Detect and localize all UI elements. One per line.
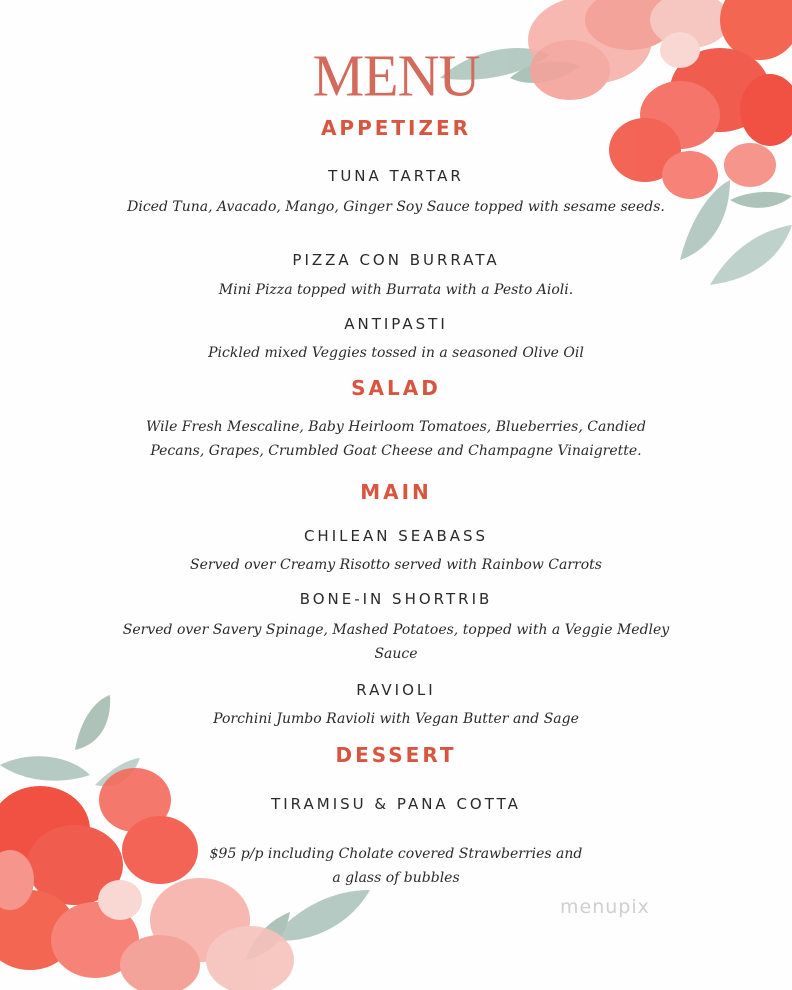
price-note: $95 p/p including Cholate covered Strawberries and a glass of bubbles	[209, 846, 583, 886]
dish-description-antipasti: Pickled mixed Veggies tossed in a seasoned Olive Oil	[208, 345, 584, 361]
dish-description-bone-in-shortrib: Served over Savery Spinage, Mashed Potatoes, topped with a Veggie Medley Sauce	[122, 622, 670, 662]
dish-name-pizza-con-burrata: PIZZA CON BURRATA	[292, 251, 500, 269]
section-heading-dessert: DESSERT	[335, 743, 457, 767]
section-heading-main: MAIN	[360, 480, 432, 504]
page-title: MENU	[312, 42, 480, 109]
dish-name-antipasti: ANTIPASTI	[344, 315, 448, 333]
watermark: menupix	[560, 896, 650, 918]
dish-name-chilean-seabass: CHILEAN SEABASS	[303, 527, 489, 545]
dish-name-bone-in-shortrib: BONE-IN SHORTRIB	[299, 590, 493, 608]
dish-description-chilean-seabass: Served over Creamy Risotto served with Rainbow Carrots	[190, 557, 602, 573]
section-heading-appetizer: APPETIZER	[320, 116, 472, 140]
section-heading-salad: SALAD	[351, 376, 441, 400]
dish-name-tiramisu-pana-cotta: TIRAMISU & PANA COTTA	[271, 795, 521, 813]
dish-description-pizza-con-burrata: Mini Pizza topped with Burrata with a Pesto Aioli.	[218, 282, 574, 298]
dish-name-tuna-tartar: TUNA TARTAR	[328, 167, 464, 185]
watercolor-flowers-bottom-left	[0, 690, 380, 990]
dish-description-ravioli: Porchini Jumbo Ravioli with Vegan Butter and Sage	[213, 711, 579, 727]
dish-name-ravioli: RAVIOLI	[356, 681, 436, 699]
salad-description: Wile Fresh Mescaline, Baby Heirloom Tomatoes, Blueberries, Candied Pecans, Grapes, Crumbled Goat Cheese and Champagne Vinaigrette.	[145, 419, 647, 459]
dish-description-tuna-tartar: Diced Tuna, Avacado, Mango, Ginger Soy Sauce topped with sesame seeds.	[127, 199, 665, 215]
